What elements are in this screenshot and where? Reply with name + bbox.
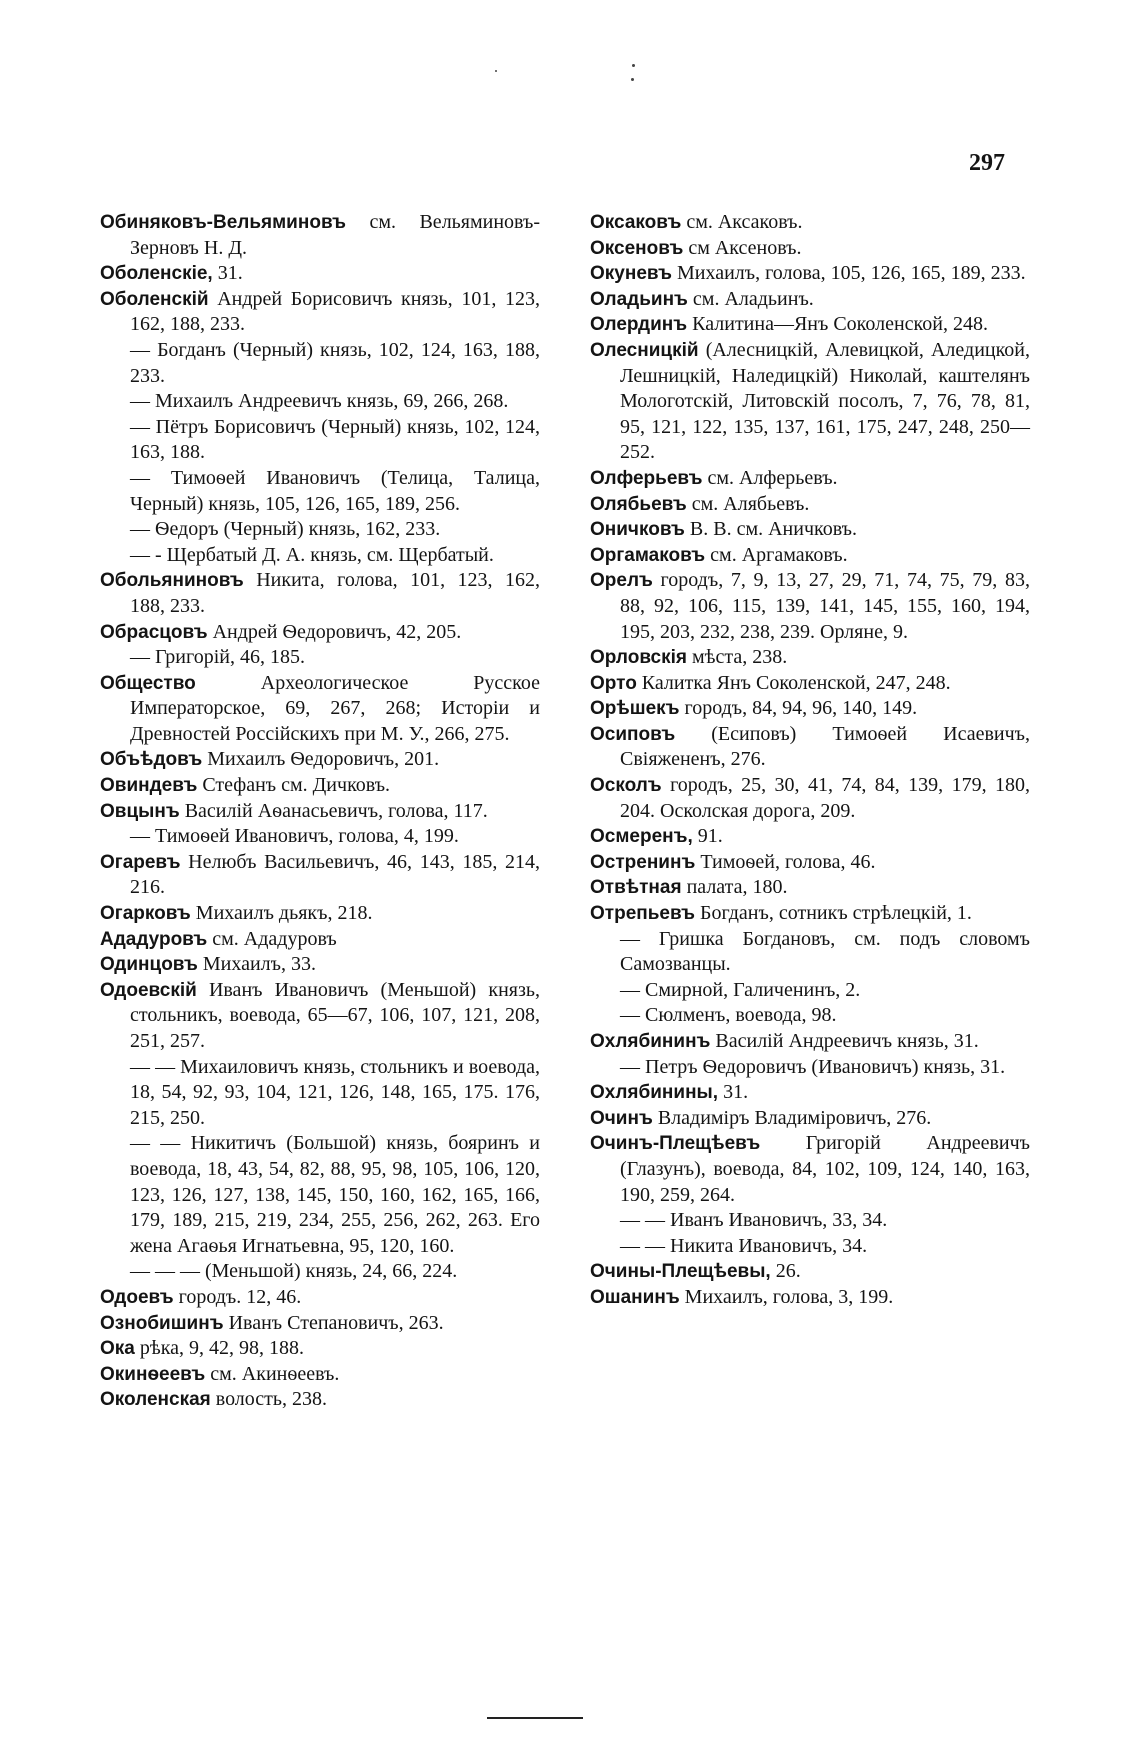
entry-text: см. Вельяминовъ-Зерновъ Н. Д.	[130, 211, 540, 259]
index-entry	[590, 1259, 1030, 1285]
entry-text: Никита, голова, 101, 123, 162, 188, 233.	[130, 569, 540, 617]
index-entry	[590, 671, 1030, 697]
index-entry	[590, 1234, 1030, 1260]
entry-headword: Овиндевъ	[100, 775, 198, 797]
index-entry	[590, 338, 1030, 466]
entry-headword: Отвѣтная	[590, 877, 682, 899]
entry-headword: Объѣдовъ	[100, 749, 203, 771]
index-entry	[100, 543, 540, 569]
entry-headword: Одоевскій	[100, 979, 197, 1001]
index-entry	[100, 901, 540, 927]
left-column	[100, 210, 540, 1413]
entry-text: Василій Андреевичъ князь, 31.	[710, 1030, 979, 1052]
entry-text: Иванъ Степановичъ, 263.	[223, 1311, 444, 1334]
index-entry	[590, 875, 1030, 901]
index-entry	[100, 1259, 540, 1285]
entry-text: волость, 238.	[210, 1388, 328, 1411]
entry-text: Андрей Борисовичъ князь, 101, 123, 162, 188, 233.	[130, 287, 540, 336]
entry-headword: Очинъ-Плещѣевъ	[590, 1133, 761, 1155]
index-entry	[100, 338, 540, 389]
index-entry	[100, 568, 540, 619]
index-entry	[590, 261, 1030, 287]
entry-headword: Орто	[590, 672, 637, 694]
index-entry	[590, 1055, 1030, 1081]
index-entry	[100, 1311, 540, 1337]
index-entry	[100, 1387, 540, 1413]
entry-headword: Овцынъ	[100, 800, 180, 822]
entry-text: — Ѳедоръ (Черный) князь, 162, 233.	[130, 518, 441, 541]
index-entry	[590, 1029, 1030, 1055]
entry-headword: Охлябинины,	[590, 1082, 719, 1104]
entry-headword: Одоевъ	[100, 1286, 174, 1308]
entry-text: Богданъ, сотникъ стрѣлецкій, 1.	[695, 902, 972, 925]
entry-text: 31.	[718, 1081, 749, 1104]
index-entry	[590, 568, 1030, 645]
index-entry	[100, 773, 540, 799]
index-entry	[100, 747, 540, 773]
entry-text: Михаилъ, голова, 105, 126, 165, 189, 233.	[671, 262, 1026, 285]
index-entry	[590, 312, 1030, 338]
index-entry	[590, 645, 1030, 671]
index-entry	[100, 415, 540, 466]
entry-headword: Обиняковъ-Вельяминовъ	[100, 212, 347, 233]
entry-text: палата, 180.	[681, 876, 788, 899]
entry-headword: Отрепьевъ	[590, 903, 696, 925]
entry-text: — Гришка Богдановъ, см. подъ словомъ Самозванцы.	[620, 927, 1030, 976]
entry-text: — — Иванъ Ивановичъ, 33, 34.	[620, 1209, 888, 1232]
entry-text: городъ, 25, 30, 41, 74, 84, 139, 179, 180, 204. Осколская дорога, 209.	[620, 774, 1030, 822]
entry-text: городъ, 84, 94, 96, 140, 149.	[679, 697, 918, 720]
entry-headword: Окинѳеевъ	[100, 1363, 206, 1385]
entry-headword: Ознобишинъ	[100, 1312, 224, 1334]
entry-headword: Орѣшекъ	[590, 698, 680, 720]
entry-text: см Аксеновъ.	[683, 236, 802, 259]
bottom-rule	[487, 1717, 583, 1719]
index-entry	[590, 927, 1030, 978]
entry-text: — Михаилъ Андреевичъ князь, 69, 266, 268.	[130, 390, 509, 413]
entry-text: см. Алябьевъ.	[686, 492, 810, 515]
index-entry	[590, 492, 1030, 518]
entry-text: Михаилъ, 33.	[197, 953, 316, 976]
entry-headword: Обрасцовъ	[100, 621, 208, 643]
entry-text: (Алесницкій, Алевицкой, Аледицкой, Лешницкій, Наледицкій) Николай, каштелянъ Мологотскій, Литовскій посолъ, 7, 76, 78, 81, 95, 121, 122, 135, 137, 161, 175, 247, 248, 250—252.	[620, 338, 1030, 464]
entry-text: — - Щербатый Д. А. князь, см. Щербатый.	[130, 543, 494, 566]
entry-headword: Окуневъ	[590, 263, 672, 285]
page-number: 297	[969, 150, 1005, 176]
index-entry	[100, 1362, 540, 1388]
entry-headword: Ошанинъ	[590, 1286, 680, 1308]
entry-text: В. В. см. Аничковъ.	[684, 518, 857, 541]
entry-headword: Орелъ	[590, 570, 653, 592]
entry-text: см. Аргамаковъ.	[705, 543, 848, 566]
entry-text: — Пётръ Борисовичъ (Черный) князь, 102, 124, 163, 188.	[130, 415, 540, 464]
entry-headword: Одинцовъ	[100, 954, 198, 976]
right-column	[590, 210, 1030, 1311]
entry-text: — — Михаиловичъ князь, стольникъ и воевода, 18, 54, 92, 93, 104, 121, 126, 148, 165, 175. 176, 215, 250.	[130, 1055, 540, 1129]
index-entry	[590, 210, 1030, 236]
index-entry	[590, 901, 1030, 927]
entry-text: городъ. 12, 46.	[173, 1285, 302, 1308]
index-entry	[590, 1003, 1030, 1029]
index-entry	[100, 671, 540, 748]
entry-headword: Осколъ	[590, 775, 662, 797]
entry-headword: Оксаковъ	[590, 212, 682, 233]
entry-text: Тимоѳей, голова, 46.	[695, 850, 876, 873]
entry-headword: Ока	[100, 1338, 135, 1360]
index-entry	[100, 645, 540, 671]
index-entry	[100, 1336, 540, 1362]
entry-text: см. Алферьевъ.	[702, 466, 838, 489]
index-entry	[590, 543, 1030, 569]
print-speck	[631, 78, 634, 81]
entry-text: Калитина—Янъ Соколенской, 248.	[687, 313, 988, 336]
entry-headword: Оболенскій	[100, 288, 209, 310]
index-entry	[100, 1055, 540, 1132]
index-entry	[100, 1131, 540, 1259]
entry-text: — Григорій, 46, 185.	[130, 646, 305, 669]
index-entry	[590, 1106, 1030, 1132]
entry-text: — — Никита Ивановичъ, 34.	[620, 1234, 868, 1257]
entry-text: — Сюлменъ, воевода, 98.	[620, 1004, 837, 1027]
index-entry	[100, 620, 540, 646]
entry-headword: Обольяниновъ	[100, 570, 244, 592]
index-entry	[100, 927, 540, 953]
index-entry	[100, 287, 540, 338]
entry-headword: Охлябининъ	[590, 1031, 711, 1052]
entry-text: см. Аксаковъ.	[681, 211, 803, 233]
entry-headword: Олябьевъ	[590, 493, 687, 515]
entry-headword: Олесницкій	[590, 339, 699, 361]
entry-text: Иванъ Ивановичъ (Меньшой) князь, стольникъ, воевода, 65—67, 106, 107, 121, 208, 251, 257.	[130, 978, 540, 1052]
entry-text: Григорій Андреевичъ (Глазунъ), воевода, 84, 102, 109, 124, 140, 163, 190, 259, 264.	[620, 1132, 1030, 1206]
entry-text: — — — (Меньшой) князь, 24, 66, 224.	[130, 1260, 458, 1283]
entry-text: Калитка Янъ Соколенской, 247, 248.	[636, 671, 951, 694]
index-entry	[590, 466, 1030, 492]
entry-headword: Олферьевъ	[590, 467, 703, 489]
entry-text: — Петръ Ѳедоровичъ (Ивановичъ) князь, 31.	[620, 1055, 1006, 1078]
entry-text: 26.	[770, 1260, 801, 1283]
entry-text: Михаилъ, голова, 3, 199.	[679, 1285, 894, 1308]
entry-text: — Тимоѳей Ивановичъ (Телица, Талица, Черный) князь, 105, 126, 165, 189, 256.	[130, 466, 540, 515]
entry-headword: Остренинъ	[590, 851, 696, 873]
entry-headword: Околенская	[100, 1389, 211, 1411]
index-entry	[100, 824, 540, 850]
entry-text: см. Акинѳеевъ.	[205, 1362, 340, 1385]
entry-text: см. Ададуровъ	[207, 927, 337, 950]
index-entry	[100, 799, 540, 825]
index-entry	[590, 1131, 1030, 1208]
entry-headword: Очины-Плещѣевы,	[590, 1261, 771, 1283]
entry-text: — Смирной, Галиченинъ, 2.	[620, 978, 861, 1001]
print-speck	[495, 70, 497, 72]
entry-headword: Оргамаковъ	[590, 544, 706, 566]
entry-headword: Осмеренъ,	[590, 826, 693, 848]
entry-headword: Олердинъ	[590, 314, 688, 336]
entry-text: Стефанъ см. Дичковъ.	[197, 774, 391, 797]
entry-text: Андрей Ѳедоровичъ, 42, 205.	[207, 620, 462, 643]
entry-text: 31.	[212, 262, 243, 285]
entry-text: Михаилъ дьякъ, 218.	[190, 902, 373, 925]
index-entry	[100, 210, 540, 261]
index-entry	[590, 850, 1030, 876]
index-entry	[590, 517, 1030, 543]
entry-headword: Оладьинъ	[590, 288, 688, 310]
entry-headword: Огаревъ	[100, 851, 181, 873]
entry-text: мѣста, 238.	[687, 646, 788, 669]
index-entry	[590, 1080, 1030, 1106]
entry-text: Археологическое Русское Императорское, 69, 267, 268; Исторіи и Древностей Россійскихъ при М. У., 266, 275.	[130, 671, 540, 745]
entry-headword: Орловскія	[590, 647, 687, 669]
index-entry	[100, 1285, 540, 1311]
entry-text: — Богданъ (Черный) князь, 102, 124, 163, 188, 233.	[130, 338, 540, 387]
entry-headword: Оничковъ	[590, 519, 685, 541]
entry-headword: Оксеновъ	[590, 237, 684, 259]
entry-text: Владиміръ Владиміровичъ, 276.	[652, 1106, 932, 1129]
index-entry	[100, 261, 540, 287]
index-entry	[590, 824, 1030, 850]
index-entry	[590, 287, 1030, 313]
index-entry	[590, 1285, 1030, 1311]
index-entry	[100, 517, 540, 543]
entry-text: (Есиповъ) Тимоѳей Исаевичъ, Свіяжененъ, 276.	[620, 722, 1030, 771]
entry-text: Нелюбъ Васильевичъ, 46, 143, 185, 214, 216.	[130, 850, 540, 899]
entry-text: городъ, 7, 9, 13, 27, 29, 71, 74, 75, 79, 83, 88, 92, 106, 115, 139, 141, 145, 155, 160, 194, 195, 203, 232, 238, 239. Орляне, 9.	[620, 569, 1030, 643]
entry-headword: Осиповъ	[590, 723, 676, 745]
index-entry	[590, 773, 1030, 824]
entry-text: 91.	[692, 825, 723, 848]
entry-text: рѣка, 9, 42, 98, 188.	[134, 1337, 305, 1360]
index-entry	[590, 1208, 1030, 1234]
entry-text: Василій Аѳанасьевичъ, голова, 117.	[179, 799, 488, 822]
entry-headword: Очинъ	[590, 1107, 653, 1129]
index-entry	[100, 952, 540, 978]
entry-headword: Оболенскіе,	[100, 263, 213, 285]
index-entry	[590, 696, 1030, 722]
entry-text: — Тимоѳей Ивановичъ, голова, 4, 199.	[130, 825, 459, 848]
index-entry	[590, 978, 1030, 1004]
entry-headword: Общество	[100, 672, 196, 694]
index-entry	[100, 466, 540, 517]
entry-text: — — Никитичъ (Большой) князь, бояринъ и воевода, 18, 43, 54, 82, 88, 95, 98, 105, 106, 120, 123, 126, 127, 138, 145, 150, 160, 162, 165, 166, 179, 189, 215, 219, 234, 255, 256, 262, 263. Его жена Агаѳья Игнатьевна, 95, 120, 160.	[130, 1132, 540, 1257]
entry-headword: Ададуровъ	[100, 928, 208, 950]
entry-text: см. Аладьинъ.	[687, 287, 814, 310]
index-entry	[100, 978, 540, 1055]
index-entry	[590, 722, 1030, 773]
index-entry	[100, 850, 540, 901]
entry-headword: Огарковъ	[100, 903, 191, 925]
index-entry	[100, 389, 540, 415]
print-speck	[632, 64, 635, 67]
entry-text: Михаилъ Ѳедоровичъ, 201.	[202, 748, 440, 771]
index-entry	[590, 236, 1030, 262]
